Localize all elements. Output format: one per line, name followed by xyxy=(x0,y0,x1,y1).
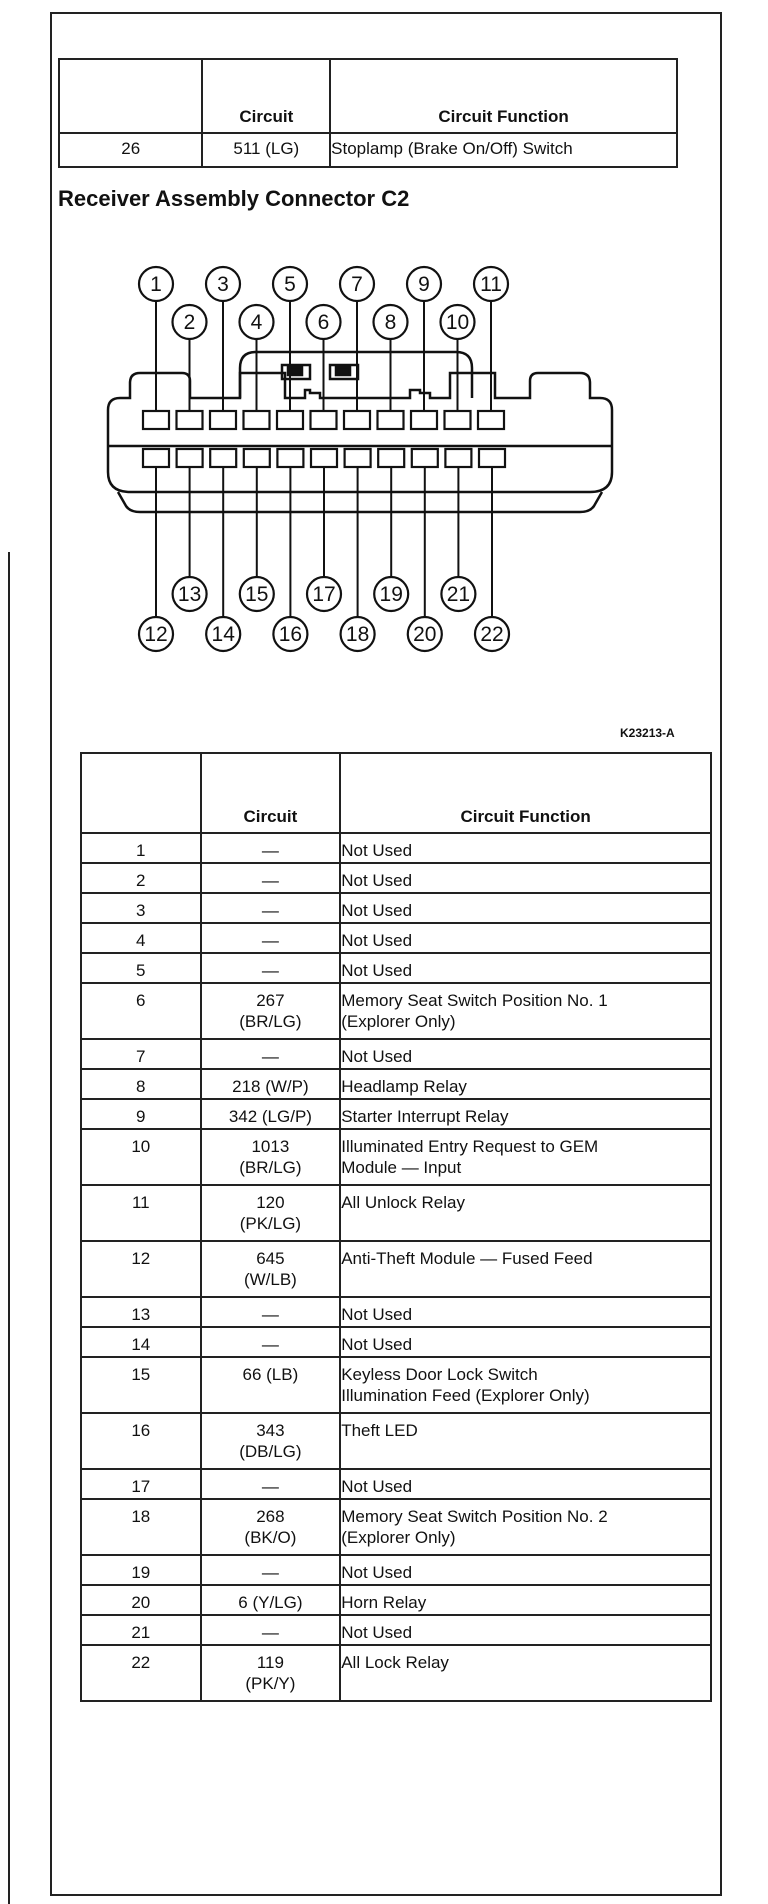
circuit-cell: — xyxy=(201,833,341,863)
pin-callout-label: 21 xyxy=(446,583,471,606)
circuit-function-cell: Not Used xyxy=(340,1327,711,1357)
pin-number-cell: 7 xyxy=(81,1039,201,1069)
pin-hole xyxy=(177,411,203,429)
pin-number-cell: 1 xyxy=(81,833,201,863)
pin-number-cell: 3 xyxy=(81,893,201,923)
circuit-function-cell: Not Used xyxy=(340,1297,711,1327)
pin-number-cell: 15 xyxy=(81,1357,201,1413)
circuit-function-cell: Not Used xyxy=(340,1615,711,1645)
table-row xyxy=(81,1585,711,1615)
pin-hole xyxy=(311,411,337,429)
circuit-function-header: Circuit Function xyxy=(330,59,677,133)
pin-table-header xyxy=(81,753,711,833)
pin-hole xyxy=(143,411,169,429)
pin-callout-label: 20 xyxy=(413,623,437,646)
table-row xyxy=(81,833,711,863)
circuit-cell: 6 (Y/LG) xyxy=(201,1585,341,1615)
pin-hole xyxy=(344,411,370,429)
pin-hole xyxy=(277,449,303,467)
pin-callout-label: 17 xyxy=(312,583,336,606)
pin-number-cell: 14 xyxy=(81,1327,201,1357)
pin-callout-label: 12 xyxy=(144,623,168,646)
latch-right-inner xyxy=(336,367,350,375)
connector-skirt xyxy=(118,492,602,512)
pin-callout-label: 18 xyxy=(345,623,370,646)
top-pin-table xyxy=(58,58,678,168)
pin-callout-label: 15 xyxy=(245,583,269,606)
pin-number-cell: 26 xyxy=(59,133,202,167)
pin-number-cell: 8 xyxy=(81,1069,201,1099)
circuit-cell: 511 (LG) xyxy=(202,133,330,167)
pin-hole xyxy=(210,411,236,429)
circuit-function-cell: Headlamp Relay xyxy=(340,1069,711,1099)
pin-hole xyxy=(445,411,471,429)
connector-housing-outline xyxy=(108,373,612,492)
pin-callout-label: 3 xyxy=(217,273,229,296)
circuit-cell: 218 (W/P) xyxy=(201,1069,341,1099)
table-row xyxy=(81,1615,711,1645)
pin-number-header xyxy=(59,59,202,133)
circuit-function-cell: Horn Relay xyxy=(340,1585,711,1615)
pin-hole xyxy=(378,411,404,429)
table-row xyxy=(81,983,711,1039)
pin-number-cell: 4 xyxy=(81,923,201,953)
circuit-cell: — xyxy=(201,1615,341,1645)
circuit-function-cell: Not Used xyxy=(340,923,711,953)
table-row xyxy=(81,1555,711,1585)
pin-hole xyxy=(478,411,504,429)
pin-number-cell: 13 xyxy=(81,1297,201,1327)
pin-hole xyxy=(445,449,471,467)
pin-number-cell: 5 xyxy=(81,953,201,983)
circuit-function-cell: Memory Seat Switch Position No. 1 (Explorer Only) xyxy=(340,983,711,1039)
table-row xyxy=(81,1499,711,1555)
circuit-cell: 119 (PK/Y) xyxy=(201,1645,341,1701)
pin-hole xyxy=(177,449,203,467)
pin-hole xyxy=(244,449,270,467)
circuit-function-cell: All Unlock Relay xyxy=(340,1185,711,1241)
circuit-cell: — xyxy=(201,1327,341,1357)
circuit-cell: — xyxy=(201,1555,341,1585)
circuit-function-cell: Starter Interrupt Relay xyxy=(340,1099,711,1129)
pin-number-cell: 12 xyxy=(81,1241,201,1297)
circuit-function-cell: Keyless Door Lock Switch Illumination Feed (Explorer Only) xyxy=(340,1357,711,1413)
pin-table xyxy=(80,752,712,1702)
pin-callout-label: 9 xyxy=(418,273,430,296)
circuit-function-cell: Memory Seat Switch Position No. 2 (Explorer Only) xyxy=(340,1499,711,1555)
circuit-function-cell: Stoplamp (Brake On/Off) Switch xyxy=(330,133,677,167)
circuit-cell: — xyxy=(201,863,341,893)
pin-hole xyxy=(479,449,505,467)
pin-number-cell: 19 xyxy=(81,1555,201,1585)
circuit-cell: — xyxy=(201,893,341,923)
circuit-function-header: Circuit Function xyxy=(340,753,711,833)
pin-callout-label: 14 xyxy=(211,623,235,646)
table-row xyxy=(81,1241,711,1297)
table-row xyxy=(81,1099,711,1129)
left-margin-rule xyxy=(8,552,10,1904)
section-title: Receiver Assembly Connector C2 xyxy=(58,186,410,211)
circuit-cell: — xyxy=(201,953,341,983)
pin-number-cell: 18 xyxy=(81,1499,201,1555)
pin-callout-label: 7 xyxy=(351,273,363,296)
circuit-cell: 343 (DB/LG) xyxy=(201,1413,341,1469)
pin-callout-label: 2 xyxy=(183,311,196,334)
table-row xyxy=(59,133,677,167)
circuit-cell: 1013 (BR/LG) xyxy=(201,1129,341,1185)
table-row xyxy=(81,1039,711,1069)
top-table-header xyxy=(59,59,677,133)
circuit-header: Circuit xyxy=(202,59,330,133)
figure-reference: K23213-A xyxy=(620,726,675,740)
pin-hole xyxy=(210,449,236,467)
pin-number-cell: 2 xyxy=(81,863,201,893)
pin-callout-label: 22 xyxy=(480,623,504,646)
table-row xyxy=(81,1645,711,1701)
pin-number-cell: 17 xyxy=(81,1469,201,1499)
pin-hole xyxy=(412,449,438,467)
circuit-cell: 267 (BR/LG) xyxy=(201,983,341,1039)
table-row xyxy=(81,1469,711,1499)
pin-hole xyxy=(244,411,270,429)
circuit-cell: 66 (LB) xyxy=(201,1357,341,1413)
circuit-function-cell: Not Used xyxy=(340,1469,711,1499)
pin-callout-label: 1 xyxy=(150,273,162,296)
pin-number-cell: 10 xyxy=(81,1129,201,1185)
pin-hole xyxy=(345,449,371,467)
pin-hole xyxy=(277,411,303,429)
circuit-function-cell: Not Used xyxy=(340,1555,711,1585)
circuit-function-cell: Theft LED xyxy=(340,1413,711,1469)
pin-number-cell: 11 xyxy=(81,1185,201,1241)
circuit-cell: 120 (PK/LG) xyxy=(201,1185,341,1241)
circuit-function-cell: All Lock Relay xyxy=(340,1645,711,1701)
circuit-cell: 645 (W/LB) xyxy=(201,1241,341,1297)
pin-number-cell: 22 xyxy=(81,1645,201,1701)
table-row xyxy=(81,1413,711,1469)
circuit-header: Circuit xyxy=(201,753,341,833)
table-row xyxy=(81,953,711,983)
circuit-function-cell: Not Used xyxy=(340,953,711,983)
pin-callout-label: 11 xyxy=(480,273,502,296)
pin-number-cell: 21 xyxy=(81,1615,201,1645)
pin-callout-label: 13 xyxy=(177,583,202,606)
pin-hole xyxy=(143,449,169,467)
table-row xyxy=(81,1069,711,1099)
circuit-function-cell: Not Used xyxy=(340,1039,711,1069)
circuit-cell: — xyxy=(201,1297,341,1327)
table-row xyxy=(81,863,711,893)
table-row xyxy=(81,1357,711,1413)
table-row xyxy=(81,1185,711,1241)
pin-hole xyxy=(311,449,337,467)
pin-hole xyxy=(378,449,404,467)
pin-number-cell: 16 xyxy=(81,1413,201,1469)
pin-callout-label: 4 xyxy=(250,311,263,334)
pin-number-cell: 20 xyxy=(81,1585,201,1615)
table-row xyxy=(81,923,711,953)
pin-number-cell: 9 xyxy=(81,1099,201,1129)
circuit-function-cell: Not Used xyxy=(340,893,711,923)
connector-diagram xyxy=(100,250,640,690)
circuit-cell: — xyxy=(201,1039,341,1069)
circuit-cell: — xyxy=(201,1469,341,1499)
pin-callout-label: 10 xyxy=(445,311,470,334)
table-row xyxy=(81,893,711,923)
circuit-function-cell: Not Used xyxy=(340,833,711,863)
circuit-function-cell: Anti-Theft Module — Fused Feed xyxy=(340,1241,711,1297)
table-row xyxy=(81,1129,711,1185)
circuit-cell: 268 (BK/O) xyxy=(201,1499,341,1555)
pin-number-cell: 6 xyxy=(81,983,201,1039)
pin-callout-label: 19 xyxy=(379,583,403,606)
pin-callout-label: 5 xyxy=(284,273,296,296)
pin-callout-label: 8 xyxy=(384,311,397,334)
pin-callout-label: 16 xyxy=(278,623,303,646)
table-row xyxy=(81,1297,711,1327)
pin-number-header xyxy=(81,753,201,833)
table-row xyxy=(81,1327,711,1357)
circuit-function-cell: Illuminated Entry Request to GEM Module — Input xyxy=(340,1129,711,1185)
circuit-function-cell: Not Used xyxy=(340,863,711,893)
pin-callout-label: 6 xyxy=(317,311,330,334)
pin-hole xyxy=(411,411,437,429)
circuit-cell: — xyxy=(201,923,341,953)
circuit-cell: 342 (LG/P) xyxy=(201,1099,341,1129)
